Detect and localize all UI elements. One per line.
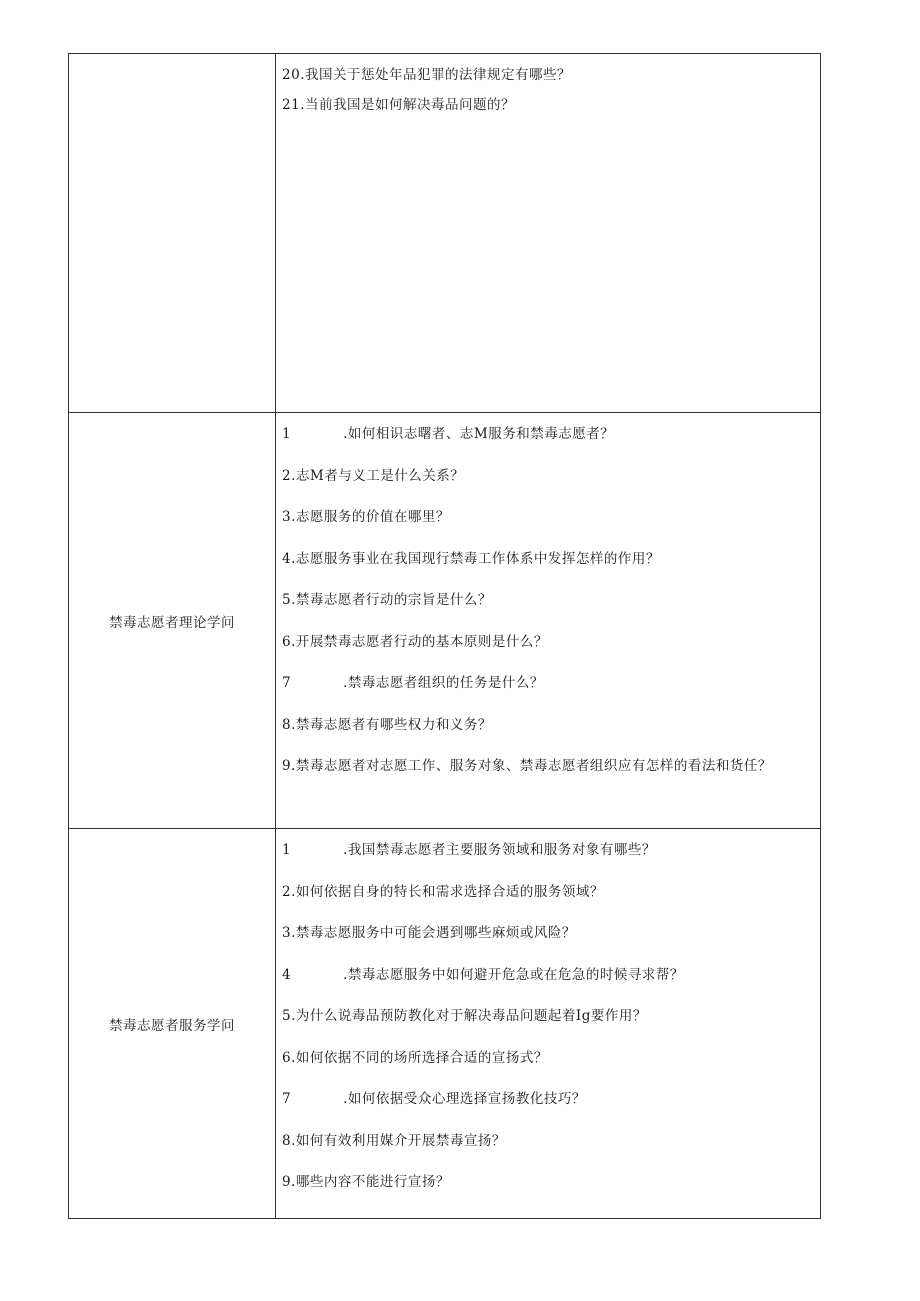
question-item (282, 755, 812, 777)
question-number: 21 (282, 97, 301, 113)
question-number: 2 (282, 883, 292, 900)
question-number: 8 (282, 1132, 292, 1149)
question-item (282, 1005, 812, 1027)
question-text: .当前我国是如何解决毒品问题的？ (300, 97, 515, 113)
question-item (282, 506, 812, 528)
question-item (282, 714, 812, 736)
category-cell: 禁毒志愿者理论学问 (69, 413, 276, 829)
question-text: .哪些内容不能进行宣扬？ (291, 1174, 450, 1190)
question-text: .开展禁毒志愿者行动的基本原则是什么？ (291, 633, 548, 650)
question-number: 5 (282, 592, 292, 608)
question-number: 8 (282, 716, 292, 733)
question-item (282, 631, 812, 653)
question-item (282, 64, 812, 86)
question-text: .禁毒志愿者行动的宗旨是什么？ (291, 592, 492, 608)
question-number: 7 (282, 1091, 292, 1107)
category-cell (69, 54, 276, 413)
question-text: .如何依据不同的场所选择合适的宣扬式？ (291, 1049, 548, 1066)
question-item (282, 423, 812, 445)
question-text: .志愿服务事业在我国现行禁毒工作体系中发挥怎样的作用？ (291, 550, 660, 567)
question-text: .禁毒志愿服务中可能会遇到哪些麻烦或风险？ (291, 925, 576, 941)
question-text: .禁毒志愿者对志愿工作、服务对象、禁毒志愿者组织应有怎样的看法和货任？ (291, 758, 772, 774)
question-list (276, 829, 820, 1193)
question-number: 9 (282, 1174, 292, 1190)
question-number: 9 (282, 758, 292, 774)
questions-table (68, 53, 821, 1219)
question-text: .如何依据自身的特长和需求选择合适的服务领域？ (291, 883, 604, 900)
question-number: 1 (282, 842, 292, 858)
question-text: .志愿服务的价值在哪里？ (291, 509, 450, 525)
question-number: 6 (282, 633, 292, 650)
question-text: .禁毒志愿服务中如何避开危急或在危急的时候寻求帮？ (343, 966, 684, 983)
question-number: 5 (282, 1008, 292, 1024)
questions-cell (276, 413, 821, 829)
table-row (69, 54, 821, 413)
question-text: .禁毒志愿者有哪些权力和义务？ (291, 716, 492, 733)
question-item (282, 1088, 812, 1110)
question-item (282, 964, 812, 986)
table-body (69, 54, 821, 1219)
question-number: 1 (282, 426, 292, 442)
questions-cell (276, 54, 821, 413)
category-cell: 禁毒志愿者服务学问 (69, 829, 276, 1219)
question-text: .志M者与义工是什么关系？ (291, 467, 465, 484)
question-item (282, 1130, 812, 1152)
question-item (282, 465, 812, 487)
question-text: .如何依据受众心理选择宣扬教化技巧？ (343, 1091, 586, 1107)
question-item (282, 589, 812, 611)
question-text: .禁毒志愿者组织的任务是什么？ (343, 675, 544, 691)
question-number: 7 (282, 675, 292, 691)
question-text: .我国关于惩处年品犯罪的法律规定有哪些？ (300, 67, 571, 83)
question-item (282, 1171, 812, 1193)
question-item (282, 1047, 812, 1069)
question-number: 6 (282, 1049, 292, 1066)
question-item (282, 548, 812, 570)
question-text: .如何有效利用媒介开展禁毒宣扬？ (291, 1132, 506, 1149)
question-number: 4 (282, 550, 292, 567)
question-item (282, 881, 812, 903)
question-number: 2 (282, 467, 292, 484)
question-number: 3 (282, 509, 292, 525)
question-number: 20 (282, 67, 301, 83)
questions-cell (276, 829, 821, 1219)
question-item (282, 839, 812, 861)
table-row (69, 829, 821, 1219)
table-row (69, 413, 821, 829)
question-item (282, 672, 812, 694)
question-text: .为什么说毒品预防教化对于解决毒品问题起着Ig要作用？ (291, 1008, 647, 1024)
question-number: 3 (282, 925, 292, 941)
question-number: 4 (282, 966, 292, 983)
question-item (282, 94, 812, 116)
question-list (276, 54, 820, 116)
question-text: .如何相识志曙者、志M服务和禁毒志愿者？ (343, 426, 615, 442)
question-text: .我国禁毒志愿者主要服务领域和服务对象有哪些？ (343, 842, 656, 858)
question-item (282, 922, 812, 944)
question-list (276, 413, 820, 777)
